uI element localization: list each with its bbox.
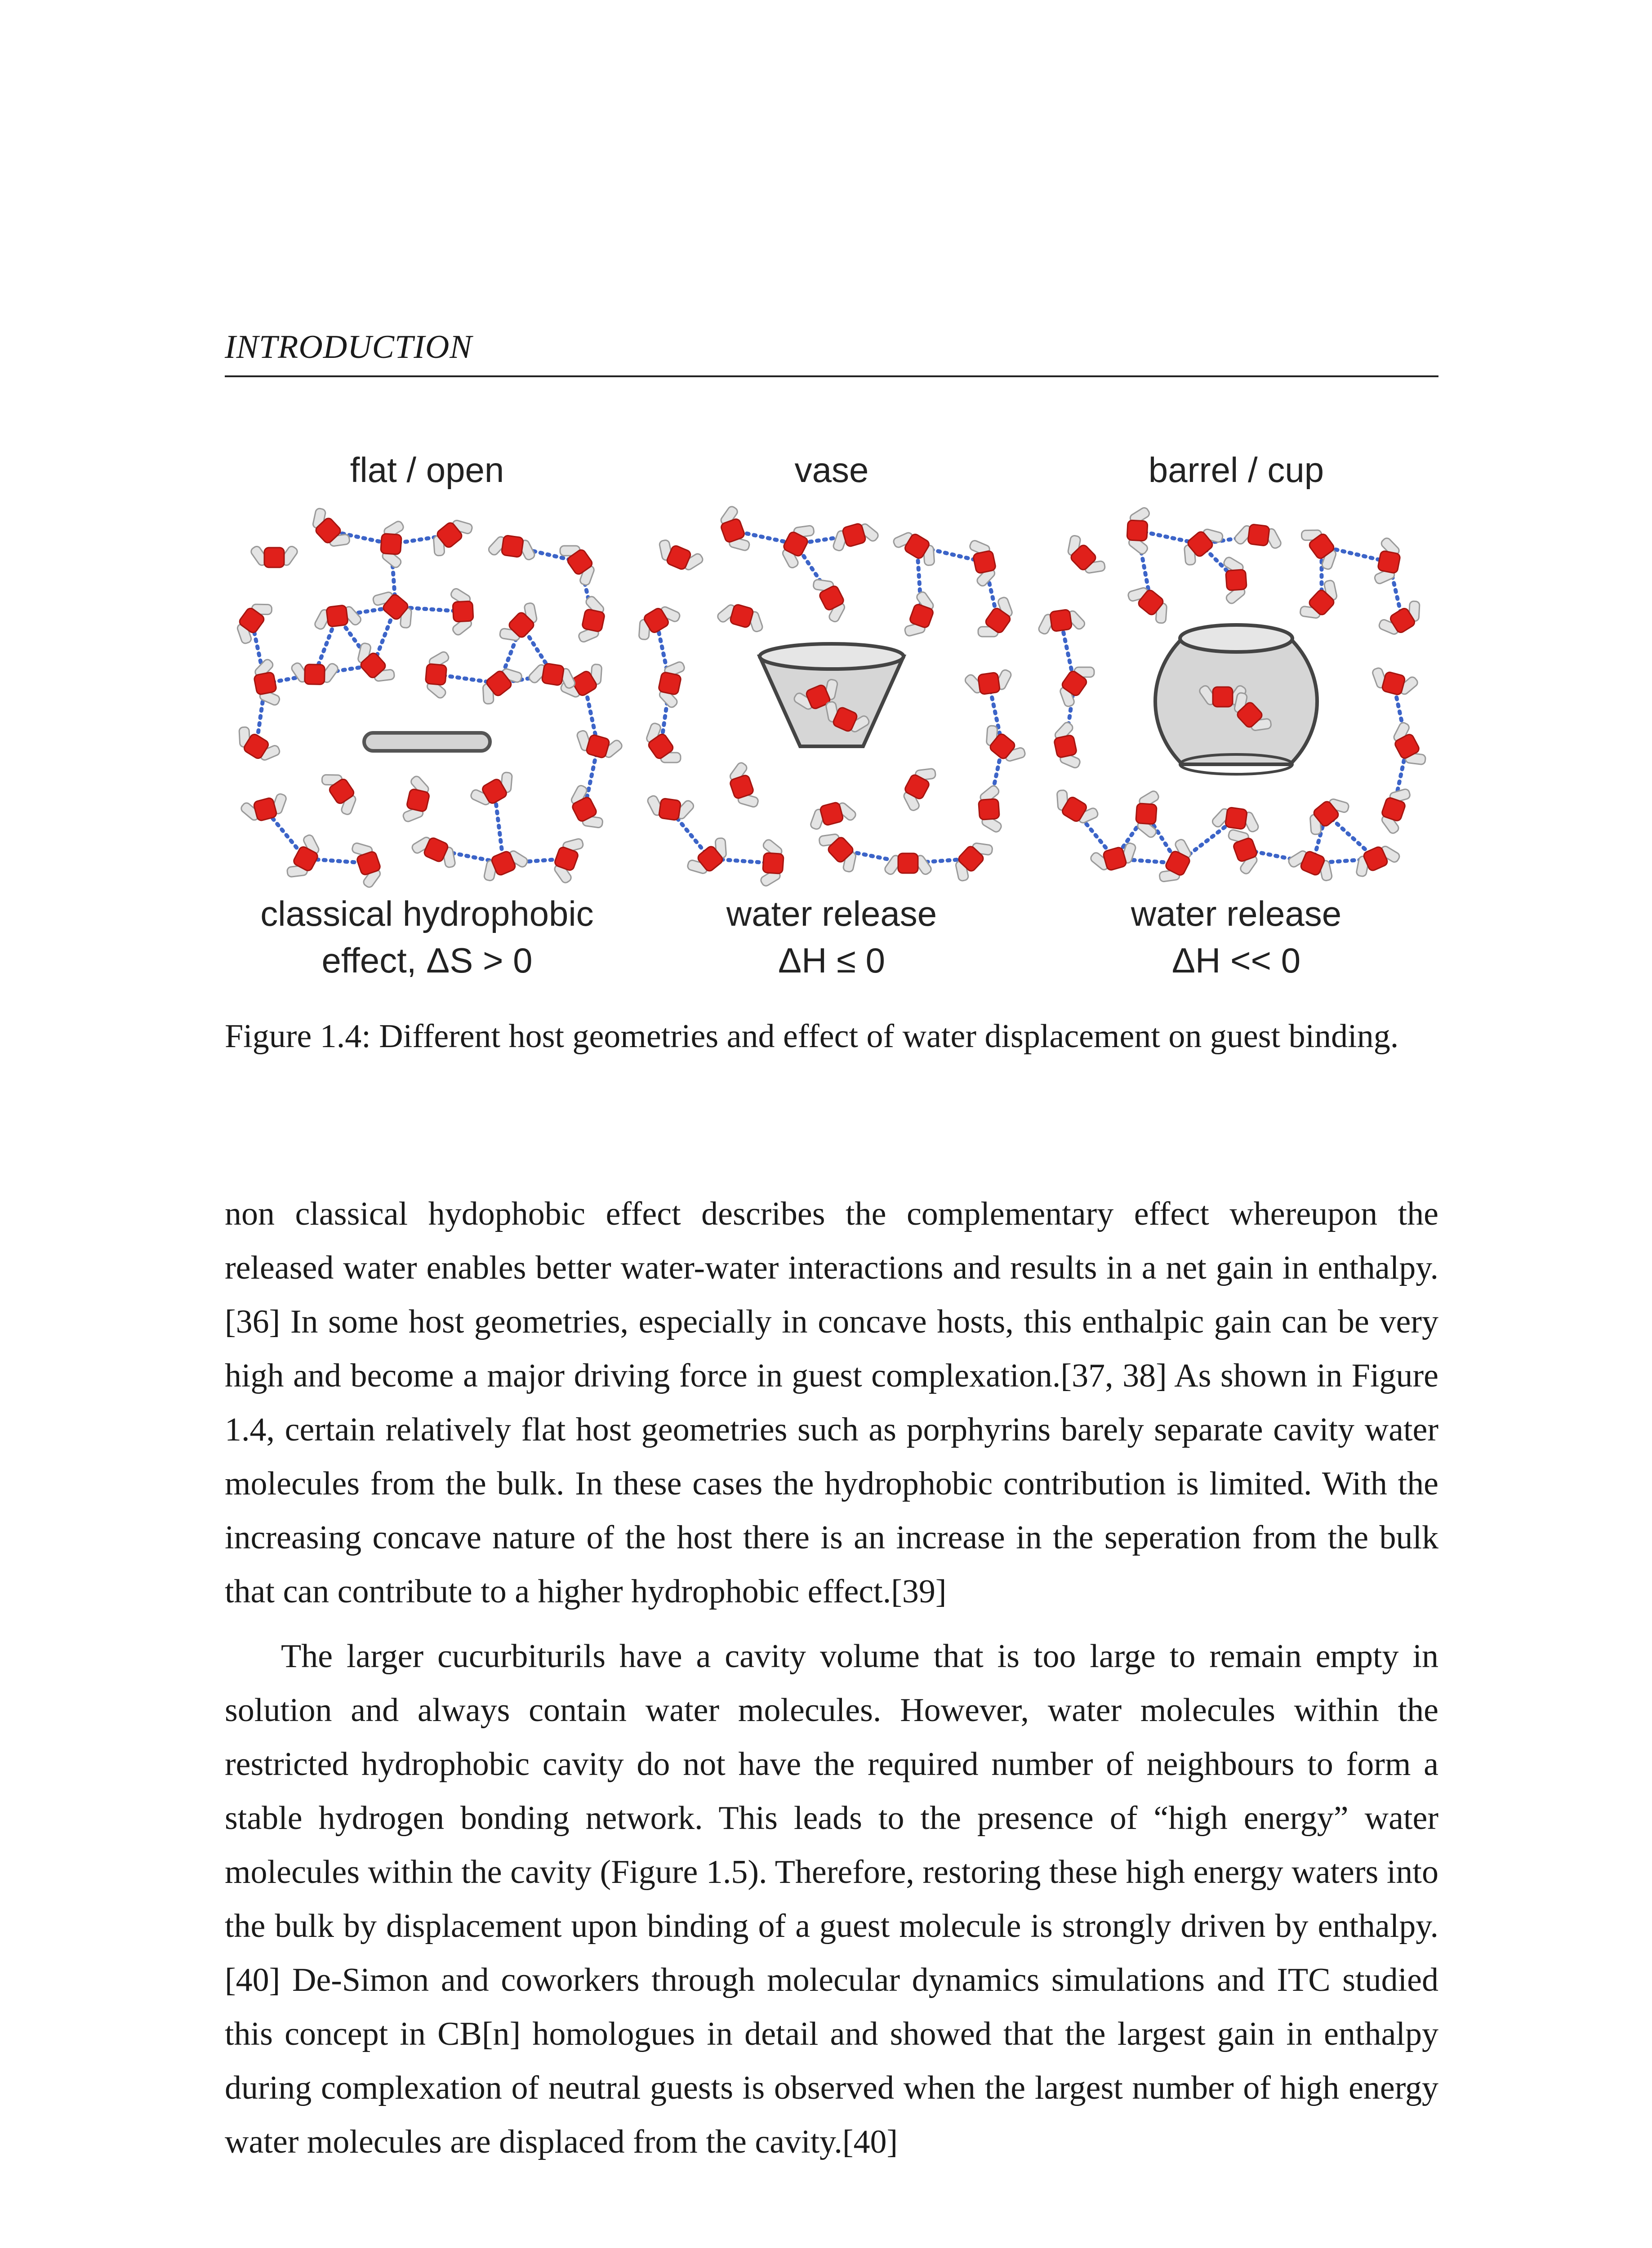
water-molecule (1088, 840, 1141, 875)
water-molecule (238, 791, 292, 825)
water-molecule (828, 519, 881, 554)
water-molecule (486, 533, 538, 562)
body-text (225, 1187, 1438, 2180)
water-molecule (1222, 555, 1248, 606)
figure-1-4 (225, 432, 1438, 998)
water-molecule (974, 593, 1020, 646)
panel-label: water release ΔH ≤ 0 (726, 894, 937, 980)
panel-flat-open (225, 432, 629, 998)
paragraph: non classical hydophobic effect describes the complementary effect whereupon the released water enables better water-water interactions and results in a net gain in enthalpy.[36] In some host geometries, especially in concave hosts, this enthalpic gain can be very high and become a major driving force in guest complexation.[37, 38] As shown in Figure 1.4, certain relatively flat host geometries such as porphyrins barely separate cavity water molecules from the bulk. In these cases the hydrophobic contribution is limited. With the increasing concave nature of the host there is an increase in the seperation from the bulk that can contribute to a higher hydrophobic effect.[39] (225, 1195, 1438, 1610)
water-molecule (967, 536, 999, 589)
water-molecule (467, 768, 521, 812)
water-molecule (1367, 665, 1420, 700)
water-molecule (1285, 844, 1339, 884)
paragraph: The larger cucurbiturils have a cavity volume that is too large to remain empty in solution and always contain water molecules. However, water molecules within the restricted hydrophobic cavity do not have the required number of neighbours to form a stable hydrogen bonding network. This leads to the presence of “high energy” water molecules within the cavity (Figure 1.5). Therefore, restoring these high energy waters into the bulk by displacement upon binding of a guest molecule is strongly driven by enthalpy.[40] De-Simon and coworkers through molecular dynamics simulations and ITC studied this concept in CB[n] homologues in detail and showed that the largest gain in enthalpy during complexation of neutral guests is observed when the largest number of high energy water molecules are displaced from the cavity.[40] (225, 1638, 1438, 2160)
water-molecule (1175, 521, 1227, 570)
panel-barrel-cup (1034, 432, 1438, 998)
flat-host (364, 733, 490, 751)
water-network-barrel (1034, 504, 1438, 890)
water-molecule (639, 719, 686, 772)
panel-label: water release ΔH << 0 (1131, 894, 1342, 980)
water-molecule (409, 831, 463, 871)
water-molecule (495, 598, 546, 649)
water-molecule (424, 512, 477, 560)
water-molecule (449, 586, 474, 637)
water-molecule (715, 504, 753, 557)
barrel-rim (1180, 625, 1292, 652)
water-molecule (644, 794, 696, 823)
water-molecule (290, 661, 339, 685)
water-molecule (805, 798, 859, 833)
water-molecule (1210, 805, 1262, 834)
water-molecule (1375, 597, 1429, 642)
water-molecule (652, 536, 706, 576)
water-molecule (1349, 840, 1403, 880)
water-molecule (776, 517, 818, 571)
water-molecule (724, 759, 761, 813)
vase-rim (760, 644, 904, 669)
water-molecule (312, 603, 363, 631)
water-molecule (565, 782, 607, 836)
water-molecule (1124, 579, 1176, 628)
panel-title: vase (794, 450, 869, 490)
water-molecules (630, 504, 1029, 888)
water-molecule (883, 853, 932, 876)
water-molecule (1135, 789, 1161, 839)
water-network-vase (629, 504, 1034, 890)
water-molecule (527, 661, 579, 691)
water-molecule (963, 668, 1015, 697)
panel-title: flat / open (350, 450, 504, 490)
water-molecule (571, 727, 625, 763)
water-molecule (683, 834, 736, 882)
water-molecule (897, 760, 940, 814)
water-molecules (1035, 505, 1430, 890)
water-molecule (1035, 607, 1087, 637)
water-molecule (400, 773, 433, 826)
running-header: INTRODUCTION (225, 329, 472, 366)
water-molecule (901, 589, 939, 642)
water-molecule (473, 660, 526, 709)
panel-label: classical hydrophobic effect, ΔS > 0 (260, 894, 594, 980)
water-molecule (549, 832, 587, 886)
water-molecule (251, 657, 282, 709)
water-molecule (576, 594, 608, 647)
water-molecule (249, 545, 298, 567)
water-molecule (317, 765, 364, 819)
header-rule (225, 375, 1438, 377)
water-molecule (1297, 521, 1344, 574)
water-molecule (815, 825, 864, 876)
water-molecule (1301, 790, 1354, 839)
water-molecule (655, 657, 687, 710)
water-molecule (1052, 658, 1099, 711)
water-molecule (1387, 719, 1430, 773)
panel-vase (629, 432, 1034, 998)
panel-title: barrel / cup (1148, 450, 1324, 490)
water-molecule (1233, 522, 1284, 550)
water-molecule (1372, 535, 1403, 588)
water-molecule (379, 519, 405, 570)
water-molecule (477, 844, 531, 884)
water-molecule (1048, 786, 1102, 830)
water-molecule (304, 504, 354, 555)
water-molecule (1126, 505, 1151, 556)
water-molecule (759, 838, 785, 888)
water-molecule (1376, 783, 1413, 837)
water-molecule (1059, 531, 1109, 582)
hydrogen-bond-network (252, 531, 598, 863)
water-molecule (1051, 720, 1083, 772)
water-molecule (977, 721, 1030, 770)
water-molecule (715, 600, 768, 635)
water-molecule (229, 595, 276, 648)
figure-caption: Figure 1.4: Different host geometries and effect of water displacement on guest binding. (225, 1018, 1399, 1055)
water-molecule (809, 571, 851, 625)
water-molecule (977, 784, 1003, 834)
water-molecule (556, 536, 602, 589)
water-molecule (424, 649, 450, 700)
water-network-flat (225, 504, 629, 890)
water-molecule (630, 599, 684, 644)
water-molecule (349, 639, 399, 691)
water-molecules (229, 504, 625, 890)
